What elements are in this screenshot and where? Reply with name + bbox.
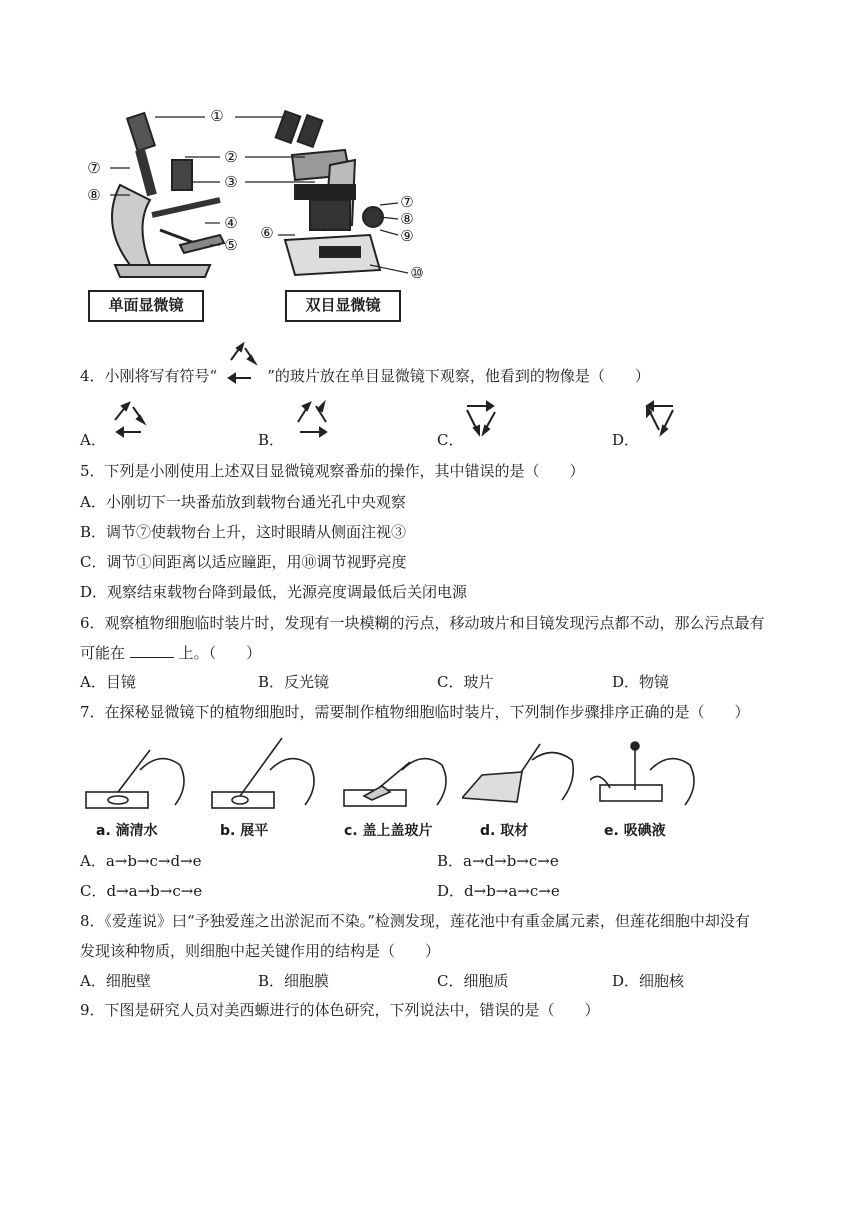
binocular-label: 双目显微镜	[285, 290, 401, 322]
q6-answer-blank[interactable]	[130, 643, 174, 658]
q6-stem-line2-end: 上。（ ）	[178, 644, 262, 662]
q4-option-c[interactable]	[437, 430, 463, 450]
q7-stem: 7．在探秘显微镜下的植物细胞时，需要制作植物细胞临时装片，下列制作步骤排序正确的是（ ）	[80, 703, 750, 721]
step-e-caption: e. 吸碘液	[604, 823, 666, 839]
q8-option-c[interactable]: C．细胞质	[437, 972, 509, 990]
callout-10-right: ⑩	[410, 264, 424, 282]
callout-3-left: ③	[224, 173, 238, 191]
q4-option-b-figure	[288, 400, 332, 440]
step-b-caption: b. 展平	[220, 823, 269, 839]
q5-stem: 5．下列是小刚使用上述双目显微镜观察番茄的操作，其中错误的是（ ）	[80, 462, 585, 480]
q6-stem-line2	[80, 643, 261, 663]
q5-option-a[interactable]: A．小刚切下一块番茄放到载物台通光孔中央观察	[80, 493, 406, 511]
step-c-caption: c. 盖上盖玻片	[344, 823, 433, 839]
q4-option-a-label: A．	[80, 431, 106, 449]
q6-option-c[interactable]: C．玻片	[437, 673, 494, 691]
triangle-arrow-symbol	[217, 342, 267, 386]
callout-2-left: ②	[224, 148, 238, 166]
q4-option-b-label: B．	[258, 431, 285, 449]
q5-option-d[interactable]: D．观察结束载物台降到最低，光源亮度调最低后关闭电源	[80, 583, 468, 601]
monocular-label: 单面显微镜	[88, 290, 204, 322]
q6-stem-line2-start: 可能在	[80, 644, 126, 662]
step-d-caption: d. 取材	[480, 823, 529, 839]
q8-stem-line1: 8．《爱莲说》曰“予独爱莲之出淤泥而不染。”检测发现，莲花池中有重金属元素，但莲花细胞中却没有	[80, 912, 750, 930]
step-a-drawing	[80, 730, 200, 815]
q4-option-d[interactable]	[612, 430, 639, 450]
q9-stem: 9．下图是研究人员对美西螈进行的体色研究，下列说法中，错误的是（ ）	[80, 1001, 600, 1019]
q7-option-b[interactable]: B．a→d→b→c→e	[437, 852, 559, 870]
q8-option-a[interactable]: A．细胞壁	[80, 972, 151, 990]
q4-option-a-figure	[107, 400, 151, 440]
q4-option-a[interactable]	[80, 430, 106, 450]
callout-5-left: ⑤	[224, 236, 238, 254]
q4-option-b[interactable]	[258, 430, 284, 450]
q5-option-c[interactable]: C．调节①间距离以适应瞳距，用⑩调节视野亮度	[80, 553, 407, 571]
q4-option-d-label: D．	[612, 431, 640, 449]
callout-6-right: ⑥	[260, 224, 274, 242]
callout-4-left: ④	[224, 214, 238, 232]
q6-stem-line1: 6．观察植物细胞临时装片时，发现有一块模糊的污点，移动玻片和目镜发现污点都不动，那么污点最有	[80, 614, 765, 632]
q8-option-d[interactable]: D．细胞核	[612, 972, 685, 990]
microscope-figure	[80, 105, 440, 330]
q4-option-c-figure	[459, 400, 503, 440]
callout-8-right: ⑧	[400, 210, 414, 228]
q5-option-b[interactable]: B．调节⑦使载物台上升，这时眼睛从侧面注视③	[80, 523, 407, 541]
callout-7-right: ⑦	[400, 193, 414, 211]
q4-stem-start: 4．小刚将写有符号“	[80, 367, 218, 385]
q7-option-d[interactable]: D．d→b→a→c→e	[437, 882, 560, 900]
q4-stem-end: ”的玻片放在单目显微镜下观察，他看到的物像是（ ）	[267, 367, 650, 385]
q8-stem-line2: 发现该种物质，则细胞中起关键作用的结构是（ ）	[80, 942, 441, 960]
slide-steps-figure	[80, 730, 720, 845]
q6-option-a[interactable]: A．目镜	[80, 673, 136, 691]
q6-option-b[interactable]: B．反光镜	[258, 673, 330, 691]
q7-option-c[interactable]: C．d→a→b→c→e	[80, 882, 203, 900]
callout-9-right: ⑨	[400, 227, 414, 245]
callout-7-left: ⑦	[87, 159, 101, 177]
q4-stem	[80, 366, 650, 386]
step-d-drawing	[462, 730, 582, 815]
step-a-caption: a. 滴清水	[96, 823, 158, 839]
q6-option-d[interactable]: D．物镜	[612, 673, 670, 691]
q7-option-a[interactable]: A．a→b→c→d→e	[80, 852, 202, 870]
q8-option-b[interactable]: B．细胞膜	[258, 972, 330, 990]
callout-8-left: ⑧	[87, 186, 101, 204]
q4-option-d-figure	[639, 400, 683, 440]
binocular-microscope	[276, 111, 383, 275]
callout-1-left: ①	[210, 107, 224, 125]
step-e-drawing	[590, 730, 710, 815]
step-b-drawing	[210, 730, 330, 815]
q4-option-c-label: C．	[437, 431, 464, 449]
step-c-drawing	[342, 730, 462, 815]
